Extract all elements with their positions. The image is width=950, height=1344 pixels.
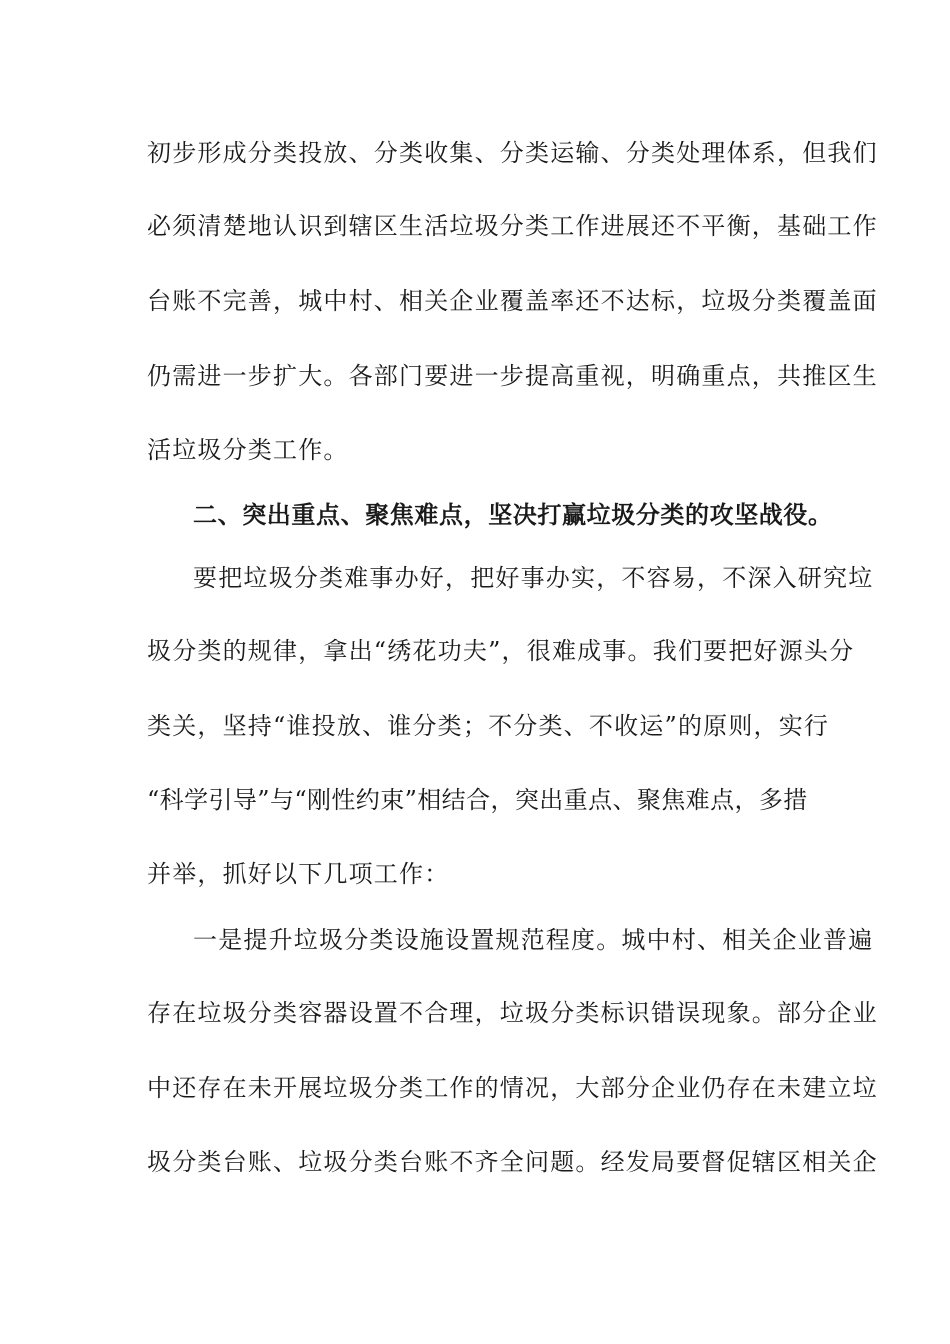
paragraph-line: 要把垃圾分类难事办好，把好事办实，不容易，不深入研究垃	[193, 564, 874, 592]
paragraph-line: 存在垃圾分类容器设置不合理，垃圾分类标识错误现象。部分企业	[147, 999, 878, 1027]
paragraph-line: 台账不完善，城中村、相关企业覆盖率还不达标，垃圾分类覆盖面	[147, 287, 878, 315]
paragraph-line: 中还存在未开展垃圾分类工作的情况，大部分企业仍存在未建立垃	[147, 1074, 878, 1102]
paragraph-line: 仍需进一步扩大。各部门要进一步提高重视，明确重点，共推区生	[147, 362, 878, 390]
paragraph-line: 初步形成分类投放、分类收集、分类运输、分类处理体系，但我们	[147, 139, 878, 167]
section-heading: 二、突出重点、聚焦难点，坚决打赢垃圾分类的攻坚战役。	[193, 500, 833, 529]
paragraph-line: “科学引导”与“刚性约束”相结合，突出重点、聚焦难点，多措	[147, 786, 808, 814]
paragraph-line: 类关，坚持“谁投放、谁分类；不分类、不收运”的原则，实行	[147, 712, 830, 740]
paragraph-line: 圾分类台账、垃圾分类台账不齐全问题。经发局要督促辖区相关企	[147, 1148, 878, 1176]
paragraph-line: 并举，抓好以下几项工作：	[147, 860, 450, 888]
paragraph-line: 圾分类的规律，拿出“绣花功夫”，很难成事。我们要把好源头分	[147, 637, 855, 665]
paragraph-line: 活垃圾分类工作。	[147, 436, 349, 464]
paragraph-line: 一是提升垃圾分类设施设置规范程度。城中村、相关企业普遍	[193, 926, 874, 954]
paragraph-line: 必须清楚地认识到辖区生活垃圾分类工作进展还不平衡，基础工作	[147, 212, 878, 240]
